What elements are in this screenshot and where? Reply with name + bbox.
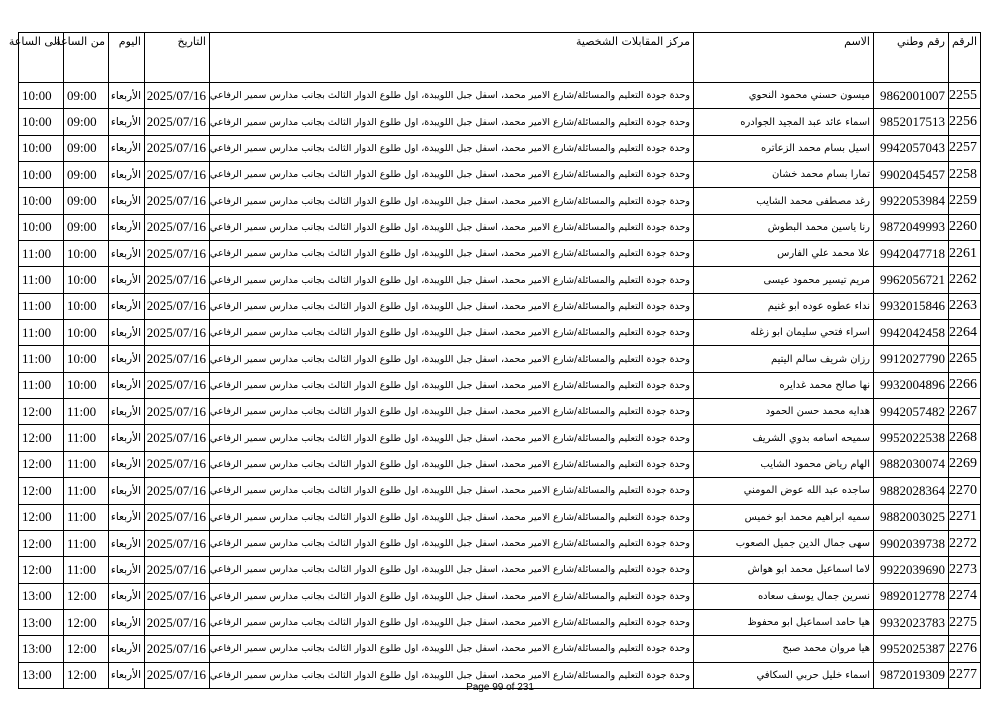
cell-day: الأربعاء [109,135,145,161]
cell-national-id: 9962056721 [874,267,949,293]
cell-seq: 2269 [949,451,981,477]
cell-from: 11:00 [64,399,109,425]
table-row [19,320,981,346]
cell-to: 11:00 [19,267,64,293]
cell-seq: 2266 [949,372,981,398]
table-row [19,293,981,319]
cell-name: اسراء فتحي سليمان ابو زغله [694,320,874,346]
cell-from: 11:00 [64,557,109,583]
cell-date: 2025/07/16 [145,399,210,425]
cell-to: 10:00 [19,83,64,109]
cell-center: وحدة جودة التعليم والمسائلة/شارع الامير محمد، اسفل جبل اللويبدة، اول طلوع الدوار الثالث بجانب مدارس سمير الرفاعي [210,372,694,398]
cell-center: وحدة جودة التعليم والمسائلة/شارع الامير محمد، اسفل جبل اللويبدة، اول طلوع الدوار الثالث بجانب مدارس سمير الرفاعي [210,425,694,451]
cell-to: 12:00 [19,530,64,556]
cell-center: وحدة جودة التعليم والمسائلة/شارع الامير محمد، اسفل جبل اللويبدة، اول طلوع الدوار الثالث بجانب مدارس سمير الرفاعي [210,451,694,477]
cell-to: 12:00 [19,399,64,425]
cell-center: وحدة جودة التعليم والمسائلة/شارع الامير محمد، اسفل جبل اللويبدة، اول طلوع الدوار الثالث بجانب مدارس سمير الرفاعي [210,583,694,609]
cell-to: 10:00 [19,214,64,240]
cell-center: وحدة جودة التعليم والمسائلة/شارع الامير محمد، اسفل جبل اللويبدة، اول طلوع الدوار الثالث بجانب مدارس سمير الرفاعي [210,267,694,293]
cell-to: 13:00 [19,662,64,688]
cell-date: 2025/07/16 [145,83,210,109]
cell-from: 11:00 [64,478,109,504]
cell-to: 12:00 [19,557,64,583]
cell-day: الأربعاء [109,214,145,240]
cell-national-id: 9872019309 [874,662,949,688]
table-row [19,425,981,451]
cell-center: وحدة جودة التعليم والمسائلة/شارع الامير محمد، اسفل جبل اللويبدة، اول طلوع الدوار الثالث بجانب مدارس سمير الرفاعي [210,293,694,319]
table-row [19,83,981,109]
cell-date: 2025/07/16 [145,241,210,267]
cell-name: هدايه محمد حسن الحمود [694,399,874,425]
cell-day: الأربعاء [109,557,145,583]
table-row [19,478,981,504]
cell-seq: 2255 [949,83,981,109]
header-center: مركز المقابلات الشخصية [210,33,694,83]
cell-day: الأربعاء [109,162,145,188]
cell-national-id: 9892012778 [874,583,949,609]
cell-date: 2025/07/16 [145,214,210,240]
cell-national-id: 9922053984 [874,188,949,214]
cell-national-id: 9942047718 [874,241,949,267]
cell-to: 11:00 [19,241,64,267]
cell-to: 11:00 [19,320,64,346]
cell-center: وحدة جودة التعليم والمسائلة/شارع الامير محمد، اسفل جبل اللويبدة، اول طلوع الدوار الثالث بجانب مدارس سمير الرفاعي [210,162,694,188]
cell-from: 09:00 [64,188,109,214]
cell-from: 11:00 [64,504,109,530]
cell-center: وحدة جودة التعليم والمسائلة/شارع الامير محمد، اسفل جبل اللويبدة، اول طلوع الدوار الثالث بجانب مدارس سمير الرفاعي [210,83,694,109]
cell-national-id: 9882030074 [874,451,949,477]
cell-center: وحدة جودة التعليم والمسائلة/شارع الامير محمد، اسفل جبل اللويبدة، اول طلوع الدوار الثالث بجانب مدارس سمير الرفاعي [210,478,694,504]
cell-to: 11:00 [19,293,64,319]
header-day: اليوم [109,33,145,83]
cell-center: وحدة جودة التعليم والمسائلة/شارع الامير محمد، اسفل جبل اللويبدة، اول طلوع الدوار الثالث بجانب مدارس سمير الرفاعي [210,214,694,240]
table-row [19,109,981,135]
cell-from: 11:00 [64,451,109,477]
table-row [19,583,981,609]
cell-name: لاما اسماعيل محمد ابو هواش [694,557,874,583]
cell-center: وحدة جودة التعليم والمسائلة/شارع الامير محمد، اسفل جبل اللويبدة، اول طلوع الدوار الثالث بجانب مدارس سمير الرفاعي [210,662,694,688]
cell-center: وحدة جودة التعليم والمسائلة/شارع الامير محمد، اسفل جبل اللويبدة، اول طلوع الدوار الثالث بجانب مدارس سمير الرفاعي [210,557,694,583]
cell-national-id: 9882028364 [874,478,949,504]
cell-day: الأربعاء [109,372,145,398]
cell-day: الأربعاء [109,293,145,319]
cell-name: سميه ابراهيم محمد ابو خميس [694,504,874,530]
cell-seq: 2256 [949,109,981,135]
cell-to: 13:00 [19,636,64,662]
cell-center: وحدة جودة التعليم والمسائلة/شارع الامير محمد، اسفل جبل اللويبدة، اول طلوع الدوار الثالث بجانب مدارس سمير الرفاعي [210,109,694,135]
cell-seq: 2260 [949,214,981,240]
cell-national-id: 9942057043 [874,135,949,161]
cell-from: 11:00 [64,425,109,451]
cell-from: 09:00 [64,162,109,188]
cell-name: رغد مصطفى محمد الشايب [694,188,874,214]
cell-from: 10:00 [64,372,109,398]
cell-seq: 2258 [949,162,981,188]
cell-name: ساجده عبد الله عوض المومني [694,478,874,504]
cell-national-id: 9952025387 [874,636,949,662]
cell-day: الأربعاء [109,109,145,135]
cell-center: وحدة جودة التعليم والمسائلة/شارع الامير محمد، اسفل جبل اللويبدة، اول طلوع الدوار الثالث بجانب مدارس سمير الرفاعي [210,636,694,662]
table-row [19,267,981,293]
cell-center: وحدة جودة التعليم والمسائلة/شارع الامير محمد، اسفل جبل اللويبدة، اول طلوع الدوار الثالث بجانب مدارس سمير الرفاعي [210,399,694,425]
table-row [19,188,981,214]
cell-day: الأربعاء [109,583,145,609]
cell-day: الأربعاء [109,83,145,109]
cell-from: 10:00 [64,293,109,319]
cell-seq: 2267 [949,399,981,425]
header-row [19,33,981,83]
cell-national-id: 9902045457 [874,162,949,188]
cell-name: مريم تيسير محمود عيسى [694,267,874,293]
cell-center: وحدة جودة التعليم والمسائلة/شارع الامير محمد، اسفل جبل اللويبدة، اول طلوع الدوار الثالث بجانب مدارس سمير الرفاعي [210,346,694,372]
cell-to: 10:00 [19,135,64,161]
cell-date: 2025/07/16 [145,109,210,135]
cell-seq: 2277 [949,662,981,688]
cell-name: نسرين جمال يوسف سعاده [694,583,874,609]
cell-seq: 2268 [949,425,981,451]
cell-seq: 2275 [949,609,981,635]
cell-day: الأربعاء [109,320,145,346]
table-row [19,399,981,425]
cell-seq: 2265 [949,346,981,372]
cell-name: نداء عطوه عوده ابو غنيم [694,293,874,319]
cell-date: 2025/07/16 [145,609,210,635]
table-row [19,162,981,188]
cell-from: 10:00 [64,241,109,267]
cell-to: 12:00 [19,425,64,451]
cell-to: 10:00 [19,162,64,188]
cell-national-id: 9882003025 [874,504,949,530]
cell-national-id: 9922039690 [874,557,949,583]
cell-from: 12:00 [64,609,109,635]
table-row [19,451,981,477]
cell-day: الأربعاء [109,662,145,688]
cell-day: الأربعاء [109,425,145,451]
table-row [19,241,981,267]
cell-day: الأربعاء [109,267,145,293]
cell-seq: 2264 [949,320,981,346]
cell-date: 2025/07/16 [145,662,210,688]
cell-national-id: 9932004896 [874,372,949,398]
table-row [19,557,981,583]
cell-date: 2025/07/16 [145,372,210,398]
cell-national-id: 9862001007 [874,83,949,109]
cell-day: الأربعاء [109,346,145,372]
page-number: Page 99 of 231 [466,682,534,693]
cell-date: 2025/07/16 [145,557,210,583]
cell-from: 12:00 [64,662,109,688]
cell-seq: 2263 [949,293,981,319]
cell-name: سميحه اسامه بدوي الشريف [694,425,874,451]
cell-seq: 2274 [949,583,981,609]
cell-center: وحدة جودة التعليم والمسائلة/شارع الامير محمد، اسفل جبل اللويبدة، اول طلوع الدوار الثالث بجانب مدارس سمير الرفاعي [210,530,694,556]
cell-to: 12:00 [19,478,64,504]
cell-name: ميسون حسني محمود النحوي [694,83,874,109]
cell-day: الأربعاء [109,504,145,530]
cell-from: 10:00 [64,346,109,372]
header-date: التاريخ [145,33,210,83]
cell-name: علا محمد علي الفارس [694,241,874,267]
table-row [19,372,981,398]
cell-national-id: 9932015846 [874,293,949,319]
cell-center: وحدة جودة التعليم والمسائلة/شارع الامير محمد، اسفل جبل اللويبدة، اول طلوع الدوار الثالث بجانب مدارس سمير الرفاعي [210,609,694,635]
cell-seq: 2272 [949,530,981,556]
cell-name: تمارا بسام محمد خشان [694,162,874,188]
cell-national-id: 9942057482 [874,399,949,425]
table-row [19,636,981,662]
cell-to: 11:00 [19,346,64,372]
cell-name: هيا حامد اسماعيل ابو محفوظ [694,609,874,635]
header-national-id: رقم وطني [874,33,949,83]
cell-date: 2025/07/16 [145,504,210,530]
cell-date: 2025/07/16 [145,636,210,662]
cell-from: 10:00 [64,320,109,346]
cell-national-id: 9912027790 [874,346,949,372]
cell-seq: 2270 [949,478,981,504]
cell-date: 2025/07/16 [145,162,210,188]
cell-seq: 2257 [949,135,981,161]
cell-seq: 2271 [949,504,981,530]
cell-from: 09:00 [64,214,109,240]
cell-name: رزان شريف سالم اليتيم [694,346,874,372]
cell-to: 12:00 [19,451,64,477]
cell-date: 2025/07/16 [145,478,210,504]
cell-name: اسماء خليل حربي السكافي [694,662,874,688]
interview-schedule-table [8,32,981,689]
cell-seq: 2262 [949,267,981,293]
table-row [19,530,981,556]
cell-name: سهى جمال الدين جميل الصعوب [694,530,874,556]
cell-from: 09:00 [64,109,109,135]
cell-from: 09:00 [64,83,109,109]
cell-to: 12:00 [19,504,64,530]
table-row [19,504,981,530]
cell-national-id: 9902039738 [874,530,949,556]
header-seq: الرقم [949,33,981,83]
cell-to: 13:00 [19,609,64,635]
cell-date: 2025/07/16 [145,583,210,609]
cell-day: الأربعاء [109,609,145,635]
cell-day: الأربعاء [109,241,145,267]
header-name: الاسم [694,33,874,83]
cell-date: 2025/07/16 [145,451,210,477]
cell-date: 2025/07/16 [145,188,210,214]
cell-center: وحدة جودة التعليم والمسائلة/شارع الامير محمد، اسفل جبل اللويبدة، اول طلوع الدوار الثالث بجانب مدارس سمير الرفاعي [210,504,694,530]
cell-from: 09:00 [64,135,109,161]
table-body [19,83,981,689]
cell-national-id: 9942042458 [874,320,949,346]
cell-center: وحدة جودة التعليم والمسائلة/شارع الامير محمد، اسفل جبل اللويبدة، اول طلوع الدوار الثالث بجانب مدارس سمير الرفاعي [210,320,694,346]
table-row [19,214,981,240]
cell-center: وحدة جودة التعليم والمسائلة/شارع الامير محمد، اسفل جبل اللويبدة، اول طلوع الدوار الثالث بجانب مدارس سمير الرفاعي [210,188,694,214]
table-row [19,609,981,635]
table-row [19,346,981,372]
cell-center: وحدة جودة التعليم والمسائلة/شارع الامير محمد، اسفل جبل اللويبدة، اول طلوع الدوار الثالث بجانب مدارس سمير الرفاعي [210,135,694,161]
cell-from: 12:00 [64,583,109,609]
cell-date: 2025/07/16 [145,267,210,293]
cell-day: الأربعاء [109,478,145,504]
cell-name: رنا ياسين محمد البطوش [694,214,874,240]
cell-to: 11:00 [19,372,64,398]
cell-seq: 2273 [949,557,981,583]
table-row [19,135,981,161]
cell-to: 10:00 [19,109,64,135]
cell-day: الأربعاء [109,188,145,214]
cell-seq: 2259 [949,188,981,214]
header-to: الى الساعة [19,33,64,83]
cell-national-id: 9952022538 [874,425,949,451]
cell-to: 13:00 [19,583,64,609]
cell-seq: 2261 [949,241,981,267]
cell-date: 2025/07/16 [145,425,210,451]
cell-from: 10:00 [64,267,109,293]
cell-name: الهام رياض محمود الشايب [694,451,874,477]
cell-national-id: 9872049993 [874,214,949,240]
cell-date: 2025/07/16 [145,530,210,556]
cell-from: 11:00 [64,530,109,556]
cell-from: 12:00 [64,636,109,662]
cell-name: نها صالح محمد غدايره [694,372,874,398]
cell-national-id: 9852017513 [874,109,949,135]
cell-day: الأربعاء [109,451,145,477]
cell-date: 2025/07/16 [145,346,210,372]
cell-to: 10:00 [19,188,64,214]
cell-name: هيا مروان محمد صبح [694,636,874,662]
cell-seq: 2276 [949,636,981,662]
cell-date: 2025/07/16 [145,135,210,161]
cell-name: اسيل بسام محمد الزعاتره [694,135,874,161]
cell-date: 2025/07/16 [145,293,210,319]
cell-day: الأربعاء [109,636,145,662]
cell-day: الأربعاء [109,399,145,425]
cell-center: وحدة جودة التعليم والمسائلة/شارع الامير محمد، اسفل جبل اللويبدة، اول طلوع الدوار الثالث بجانب مدارس سمير الرفاعي [210,241,694,267]
cell-name: اسماء عائد عبد المجيد الجوادره [694,109,874,135]
header-from: من الساعة [64,33,109,83]
cell-date: 2025/07/16 [145,320,210,346]
cell-day: الأربعاء [109,530,145,556]
cell-national-id: 9932023783 [874,609,949,635]
